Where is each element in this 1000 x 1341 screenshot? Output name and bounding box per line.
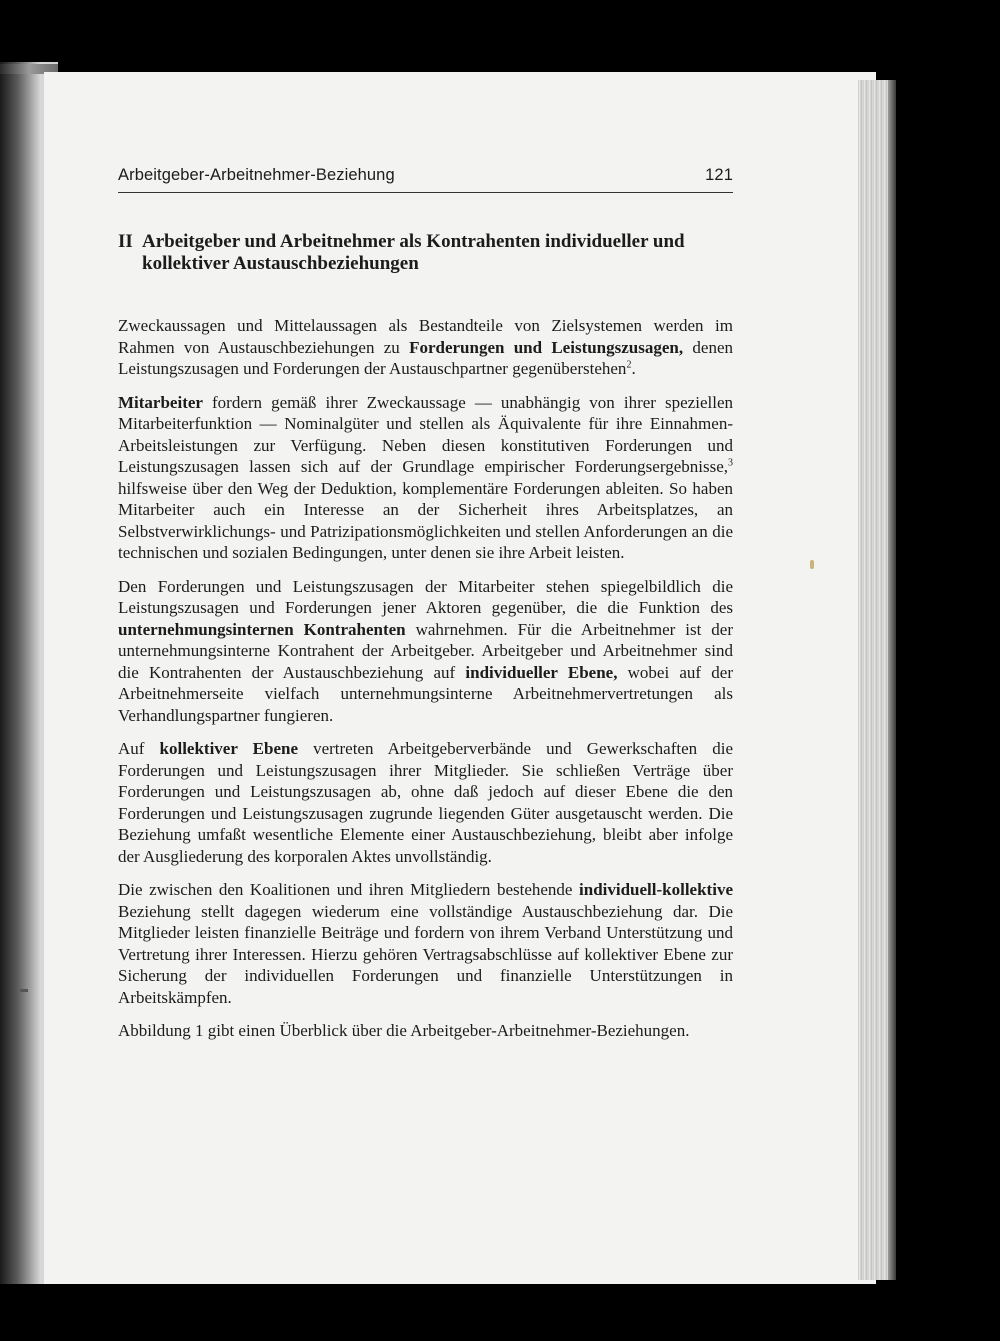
paragraph-3 bbox=[118, 576, 733, 727]
text-run: hilfsweise über den Weg der Deduktion, komplementäre Forderungen ableiten. So haben Mitarbeiter auch ein Interesse an der Sicherheit ihres Arbeitsplatzes, an Selbstverwirklichungs- und Patrizipationsmöglichkeiten und stellen Anforderungen an die technischen und sozialen Bedingungen, unter denen sie ihre Arbeit leisten. bbox=[118, 478, 733, 562]
bold-term: unternehmungsinternen Kontrahenten bbox=[118, 619, 406, 639]
text-run: Zweckaussagen und Mittelaussagen als Bestandteile von Zielsystemen werden im Rahmen von Austauschbeziehungen zu bbox=[118, 316, 733, 357]
paper-speck bbox=[810, 560, 814, 569]
binding-shadow bbox=[888, 80, 896, 1280]
text-run: wobei auf der Arbeitnehmerseite vielfach unternehmungsinterne Arbeitnehmervertretungen als Verhandlungspartner fungieren. bbox=[118, 662, 733, 725]
page-number: 121 bbox=[705, 166, 733, 184]
paragraph-4 bbox=[118, 738, 733, 867]
bold-term: Mitarbeiter bbox=[118, 392, 203, 412]
text-run: fordern gemäß ihrer Zweckaussage — unabhängig von ihrer speziellen Mitarbeiterfunktion — Nominalgüter und stellen als Äquivalente für ihre Einnahmen-Arbeitsleistungen zur Verfügung. Neben diesen konstitutiven Forderungen und Leistungszusagen lassen sich auf der Grundlage empirischer Forderungsergebnisse, bbox=[118, 392, 733, 476]
margin-mark bbox=[20, 989, 28, 992]
running-head bbox=[118, 164, 733, 193]
running-title: Arbeitgeber-Arbeitnehmer-Beziehung bbox=[118, 166, 395, 184]
text-run: Auf bbox=[118, 739, 160, 758]
paragraph-1 bbox=[118, 315, 733, 380]
text-block bbox=[118, 164, 733, 1054]
text-run: Die zwischen den Koalitionen und ihren Mitgliedern bestehende bbox=[118, 880, 580, 899]
footnote-ref: 2 bbox=[626, 359, 632, 371]
paragraph-6 bbox=[118, 1020, 733, 1042]
paragraph-2 bbox=[118, 392, 733, 564]
footnote-ref: 3 bbox=[728, 457, 733, 469]
bold-term: individueller Ebene, bbox=[465, 662, 618, 682]
bold-term: kollektiver Ebene bbox=[159, 739, 298, 758]
text-run: Den Forderungen und Leistungszusagen der Mitarbeiter stehen spiegelbildlich die Leistungszusagen und Forderungen jener Aktoren gegenüber, die die Funktion des bbox=[118, 576, 733, 617]
section-number: II bbox=[118, 231, 133, 252]
text-run: vertreten Arbeitgeberverbände und Gewerkschaften die Forderungen und Leistungszusagen ihrer Mitglieder. Sie schließen Verträge über Forderungen und Leistungszusagen ab, ohne daß jedoch auf dieser Ebene die den Forderungen und Leistungszusagen zugrunde liegenden Güter ausgetauscht werden. Die Beziehung umfaßt wesentliche Elemente einer Austauschbeziehung, bleibt aber infolge der Ausgliederung des korporalen Aktes unvollständig. bbox=[118, 739, 733, 866]
bold-term: Forderungen und Leistungszusagen, bbox=[409, 337, 684, 357]
text-run: . bbox=[631, 359, 636, 378]
paragraph-5 bbox=[118, 879, 733, 1008]
body-text bbox=[118, 315, 733, 1042]
section-title: Arbeitgeber und Arbeitnehmer als Kontrahenten individueller und kollektiver Austauschbeziehungen bbox=[142, 231, 685, 274]
text-run: Abbildung 1 gibt einen Überblick über die Arbeitgeber-Arbeitnehmer-Beziehungen. bbox=[118, 1021, 690, 1040]
section-heading bbox=[118, 231, 733, 275]
text-run: denen Leistungszusagen und Forderungen der Austauschpartner gegenüberstehen bbox=[118, 337, 733, 378]
bold-term: individuell-kollektive bbox=[579, 880, 733, 899]
text-run: Beziehung stellt dagegen wiederum eine vollständige Austauschbeziehung dar. Die Mitglieder leisten finanzielle Beiträge und fordern von ihrem Verband Unterstützung und Vertretung ihrer Interessen. Hierzu gehören Vertragsabschlüsse auf kollektiver Ebene zur Sicherung der individuellen Forderungen und finanzielle Unterstützungen in Arbeitskämpfen. bbox=[118, 901, 733, 1007]
text-run: wahrnehmen. Für die Arbeitnehmer ist der unternehmungsinterne Kontrahent der Arbeitgeber. Arbeitgeber und Arbeitnehmer sind die Kontrahenten der Austauschbeziehung auf bbox=[118, 619, 733, 682]
